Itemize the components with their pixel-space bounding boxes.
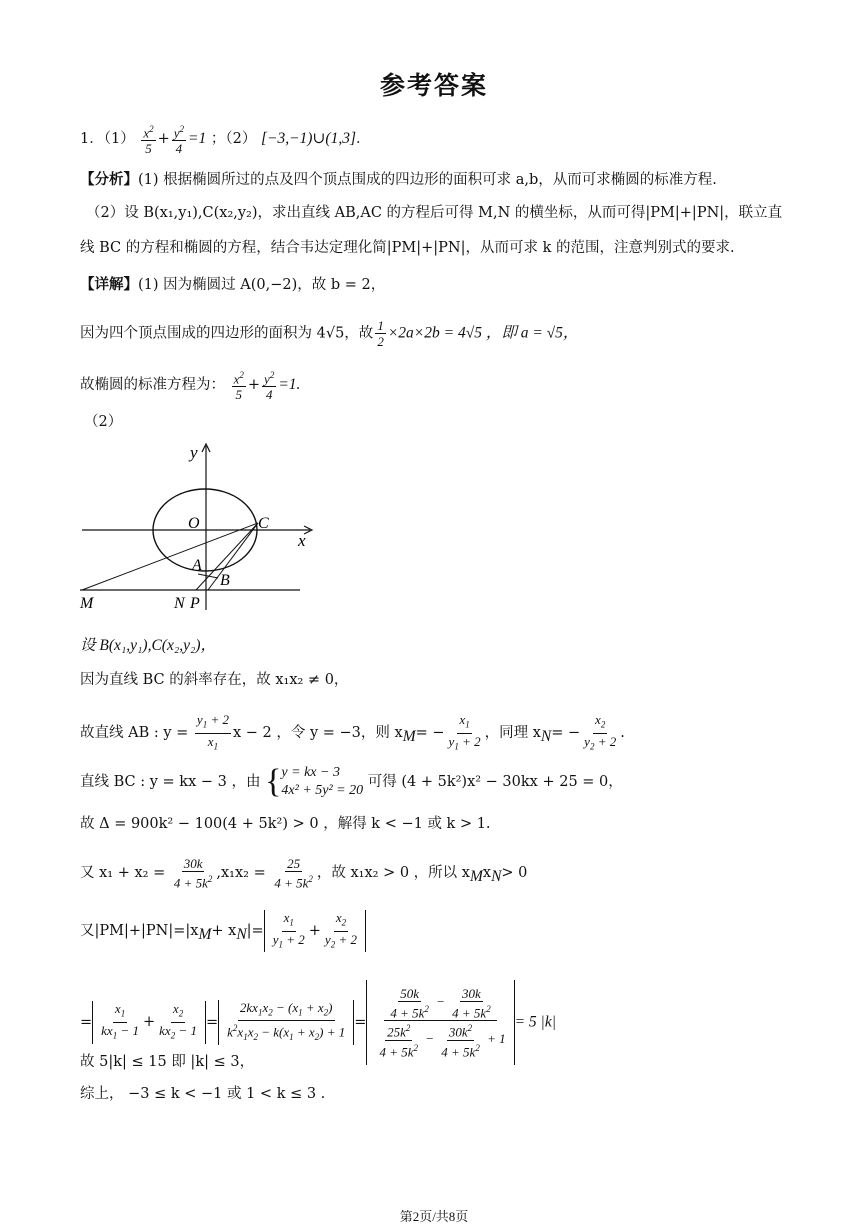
discriminant-text: 故 Δ = 900k² − 100(4 + 5k²) > 0 ，解得 k < −1 或 k > 1. bbox=[80, 816, 491, 832]
answer-line: 1．（1） $\frac{x^2}{5}$ + $\frac{y^2}{4}$ =1 ；（2） [−3,−1)∪(1,3]． bbox=[80, 124, 371, 157]
line-ab-eq-a: 故直线 AB : y = bbox=[80, 725, 189, 742]
label-C: C bbox=[258, 515, 269, 532]
analysis-line-3 bbox=[80, 238, 735, 258]
bound-text: 故 5|k| ≤ 15 即 |k| ≤ 3， bbox=[80, 1054, 255, 1070]
solution-line-5 bbox=[80, 814, 491, 834]
solution-line-2 bbox=[80, 670, 348, 690]
distance-sum-b: + x bbox=[211, 923, 237, 940]
fraction: $\frac{y^2}{4}$ bbox=[264, 370, 275, 403]
label-P: P bbox=[190, 595, 200, 612]
analysis-label: 【分析】 bbox=[80, 171, 138, 188]
abs-expression: $\frac{x_1}{y_1 + 2}$ + $\frac{x_2}{y_2 + 2}$ bbox=[264, 910, 366, 952]
solution-line-1 bbox=[80, 636, 216, 656]
abs-expression: $\frac{x_1}{kx_1 - 1}$ + $\frac{x_2}{kx_2 - 1}$ bbox=[92, 1001, 206, 1043]
solution-text-1: 设 B(x₁,y₁),C(x₂,y₂)， bbox=[80, 637, 217, 654]
analysis-text-1: (1) 根据椭圆所过的点及四个顶点围成的四边形的面积可求 a,b，从而可求椭圆的标准方程. bbox=[138, 172, 717, 188]
label-x: x bbox=[298, 531, 306, 550]
line-MC bbox=[82, 523, 258, 590]
conclusion-text: 综上， −3 ≤ k < −1 或 1 < k ≤ 3 . bbox=[80, 1086, 326, 1102]
period: ． bbox=[356, 131, 371, 148]
quadratic-text: 可得 (4 + 5k²)x² − 30kx + 25 = 0， bbox=[367, 774, 623, 790]
fraction: $\frac{x^2}{5}$ bbox=[233, 370, 244, 403]
analysis-line-2 bbox=[86, 203, 782, 223]
detail-line-2 bbox=[80, 318, 578, 349]
line-ab-eq-b: x − 2 ，令 y = −3，则 x bbox=[232, 725, 403, 742]
fraction: $\frac{1}{2}$ bbox=[377, 318, 384, 349]
positive-text: > 0 bbox=[501, 865, 528, 882]
detail-text-3: 故椭圆的标准方程为： bbox=[80, 377, 225, 394]
label-M: M bbox=[80, 595, 94, 612]
brace: { bbox=[265, 763, 282, 800]
eq-sign: = − bbox=[551, 725, 581, 742]
distance-sum-c: |= bbox=[246, 923, 264, 940]
detail-line-3: 故椭圆的标准方程为： $\frac{x^2}{5}$ + $\frac{y^2}{4}$ =1. bbox=[80, 370, 301, 403]
solution-line-8: = $\frac{x_1}{kx_1 - 1}$ + $\frac{x_2}{kx_2 - 1}$ = $\frac{2kx_1x_2 - (x_1 + x_2)}{k^2x_1x_2 - k(x_1 + x_2) + 1}$ = $\frac{50k}{4 + 5k^2}$ − $\frac{30k}{4 + 5k^2}$ $\frac{25k^2}{4 + 5k^2}$ − $\frac{30k^2}{4 + 5k^2}$ + 1 = 5 |k| bbox=[80, 980, 556, 1065]
solution-text-2: 因为直线 BC 的斜率存在，故 x₁x₂ ≠ 0， bbox=[80, 672, 349, 688]
label-A: A bbox=[192, 557, 202, 574]
period: . bbox=[620, 725, 625, 742]
abs-expression: $\frac{50k}{4 + 5k^2}$ − $\frac{30k}{4 + 5k^2}$ $\frac{25k^2}{4 + 5k^2}$ − $\frac{30k^2}{4 + 5k^2}$ + 1 bbox=[366, 980, 514, 1065]
fraction: $\frac{30k}{4 + 5k^2}$ bbox=[173, 856, 213, 891]
abs-expression: $\frac{2kx_1x_2 - (x_1 + x_2)}{k^2x_1x_2 - k(x_1 + x_2) + 1}$ bbox=[218, 1000, 354, 1046]
solution-line-10 bbox=[80, 1084, 325, 1104]
detail-line-4 bbox=[84, 412, 122, 432]
fraction: $\frac{y^2}{4}$ bbox=[173, 124, 185, 157]
range-answer: [−3,−1)∪(1,3] bbox=[260, 130, 356, 148]
similarly-text: ，同理 x bbox=[484, 725, 541, 742]
label-y: y bbox=[190, 443, 198, 462]
solution-line-7: 又$|PM|+|PN|=|x_M+ x_N|=$ $\frac{x_1}{y_1 + 2}$ + $\frac{x_2}{y_2 + 2}$ bbox=[80, 910, 366, 952]
vieta-text-a: 又 x₁ + x₂ = bbox=[80, 865, 166, 882]
analysis-line-1 bbox=[80, 170, 717, 190]
fraction: $\frac{x_1}{y_1 + 2}$ bbox=[448, 712, 481, 752]
eq-sign: = − bbox=[415, 725, 445, 742]
x-symbol: x bbox=[482, 865, 492, 882]
question-number: 1．（1） bbox=[80, 131, 135, 148]
part-two-label: （2） bbox=[84, 414, 123, 430]
ellipse-diagram bbox=[78, 440, 318, 615]
detail-text-1: (1) 因为椭圆过 A(0,−2)，故 b = 2， bbox=[138, 277, 386, 293]
fraction: $\frac{x_2}{y_2 + 2}$ bbox=[584, 712, 617, 752]
line-bc-text: 直线 BC : y = kx − 3 ，由 bbox=[80, 774, 261, 790]
separator: ；（2） bbox=[210, 131, 257, 148]
equation-system bbox=[281, 764, 363, 800]
detail-text-2b: ×2a×2b = 4√5 ，即 a = √5， bbox=[387, 324, 579, 342]
fraction: $\frac{x^2}{5}$ bbox=[143, 124, 154, 157]
detail-line-1 bbox=[80, 275, 385, 295]
fraction: $\frac{25}{4 + 5k^2}$ bbox=[274, 856, 313, 891]
system-eq-2: 4x² + 5y² = 20 bbox=[281, 783, 364, 798]
distance-sum-a: 又|PM|+|PN|=|x bbox=[80, 923, 199, 940]
detail-label: 【详解】 bbox=[80, 276, 138, 293]
system-eq-1: y = kx − 3 bbox=[281, 765, 340, 780]
page-title: 参考答案 bbox=[379, 71, 488, 100]
fraction: $\frac{y_1 + 2}{x_1}$ bbox=[196, 712, 229, 752]
solution-line-3: 故直线 AB : y = $\frac{y_1 + 2}{x_1}$ x − 2 ，令 y = −3，则 $x_M=$ − $\frac{x_1}{y_1 + 2}$ ，同理 $x_N=$ − $\frac{x_2}{y_2 + 2}$ . bbox=[80, 712, 625, 754]
vieta-text-c: ，故 x₁x₂ > 0 ，所以 x bbox=[316, 865, 470, 882]
detail-text-2a: 因为四个顶点围成的四边形的面积为 4√5，故 bbox=[80, 325, 374, 342]
solution-line-4 bbox=[80, 764, 623, 800]
label-B: B bbox=[220, 572, 230, 589]
label-O: O bbox=[188, 515, 200, 532]
vieta-text-b: ,x₁x₂ = bbox=[216, 865, 266, 882]
result-5k: = 5 |k| bbox=[514, 1013, 556, 1031]
analysis-text-3: 线 BC 的方程和椭圆的方程，结合韦达定理化简|PM|+|PN|，从而可求 k 的范围，注意判别式的要求. bbox=[80, 240, 735, 256]
page-footer: 第2页/共8页 bbox=[399, 1209, 469, 1224]
analysis-text-2: （2）设 B(x₁,y₁),C(x₂,y₂)，求出直线 AB,AC 的方程后可得 M,N 的横坐标，从而可得|PM|+|PN|，联立直 bbox=[86, 205, 783, 221]
solution-line-6: 又 x₁ + x₂ = $\frac{30k}{4 + 5k^2}$ ,x₁x₂ = $\frac{25}{4 + 5k^2}$ ，故 x₁x₂ > 0 ，所以 $x_Mx_N> 0$ bbox=[80, 856, 528, 891]
label-N: N bbox=[174, 595, 185, 612]
solution-line-9 bbox=[80, 1052, 254, 1072]
